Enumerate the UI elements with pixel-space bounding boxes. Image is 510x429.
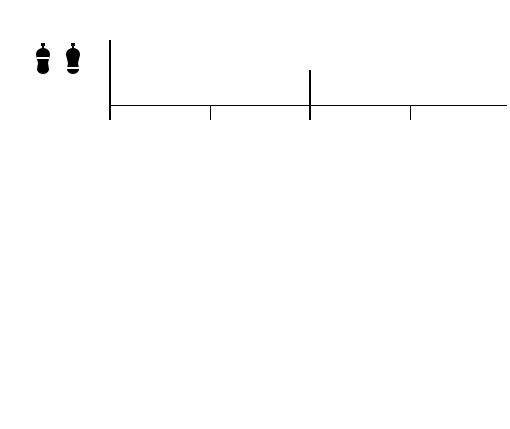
view-a-140-header [310, 106, 410, 120]
width-140-header [310, 70, 507, 106]
view-b-140-header [410, 106, 507, 120]
size-header-cell [4, 40, 110, 120]
hip-figure-icon [64, 43, 82, 77]
pattern-header [0, 0, 510, 40]
width-115-header [110, 70, 310, 106]
fabric-width-header [110, 40, 507, 70]
size-yardage-table [4, 40, 507, 120]
view-b-115-header [210, 106, 310, 120]
body-measurement-figures [6, 43, 109, 77]
bust-figure-icon [34, 43, 52, 77]
view-a-115-header [110, 106, 210, 120]
